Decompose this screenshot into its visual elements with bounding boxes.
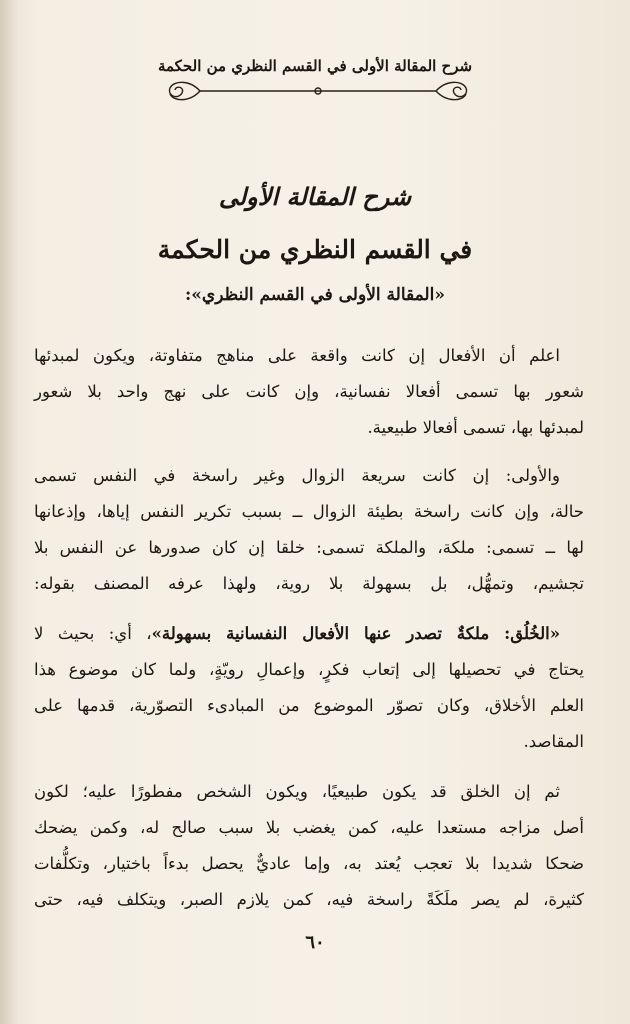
text-line: تجشيم، وتمهُّل، بل بسهولة بلا روية، ولهذا عرفه المصنف بقوله: xyxy=(34,574,584,593)
running-header: شرح المقالة الأولى في القسم النظري من الحكمة xyxy=(157,57,473,75)
quote-continuation: ، أي: بحيث لا xyxy=(34,624,152,643)
paragraph-4 xyxy=(34,774,584,918)
text-line: العلم الأخلاق، وكان تصوّر الموضوع من المبادىء التصوّرية، قدمها على xyxy=(34,696,584,715)
text-line: لمبدئها بها، تسمى أفعالا طبيعية. xyxy=(367,418,584,437)
chapter-title-line-2: في القسم النظري من الحكمة xyxy=(157,235,473,264)
quoted-definition: «الخُلُق: ملكةٌ تصدر عنها الأفعال النفسانية بسهولة» xyxy=(151,624,561,643)
text-line: اعلم أن الأفعال إن كانت واقعة على مناهج متفاوتة، ويكون لمبدئها xyxy=(34,346,560,365)
chapter-subtitle: «المقالة الأولى في القسم النظري»: xyxy=(185,285,445,305)
text-line: أصل مزاجه مستعدا عليه، كمن يغضب بلا سبب صالح له، وكمن يضحك xyxy=(34,818,584,837)
page-number: ٦٠ xyxy=(305,932,325,953)
text-line: ضحكا شديدا بلا تعجب يُعتد به، وإما عاديٌّ يحصل بدءاً باختيار، وتكلُّفات xyxy=(34,854,584,873)
text-line xyxy=(34,616,584,652)
text-line: كثيرة، لم يصر ملَكَةً راسخة فيه، كمن يلازم الصبر، ويتكلف فيه، حتى xyxy=(34,890,584,909)
paragraph-2 xyxy=(34,458,584,602)
header-ornament-icon xyxy=(160,76,476,106)
text-line: والأولى: إن كانت سريعة الزوال وغير راسخة في النفس تسمى xyxy=(34,466,560,485)
paragraph-3 xyxy=(34,616,584,760)
text-line: شعور بها تسمى أفعالا نفسانية، وإن كانت على نهج واحد بلا شعور xyxy=(34,382,584,401)
text-line: لها ــ تسمى: ملكة، والملكة تسمى: خلقا إن كان صدورها عن النفس بلا xyxy=(34,538,584,557)
page-gutter-shadow xyxy=(0,0,18,1024)
text-line: يحتاج في تحصيلها إلى إتعاب فكرٍ، وإعمالِ رويّةٍ، ولما كان موضوع هذا xyxy=(34,660,584,679)
paragraph-1 xyxy=(34,338,584,446)
chapter-title-line-1: شرح المقالة الأولى xyxy=(218,182,412,211)
text-line: حالة، وإن كانت راسخة بطيئة الزوال ــ بسبب تكرير النفس إياها، وإذعانها xyxy=(34,502,584,521)
text-line: ثم إن الخلق قد يكون طبيعيًا، ويكون الشخص مفطورًا عليه؛ لكون xyxy=(34,782,560,801)
text-line: المقاصد. xyxy=(523,732,584,751)
